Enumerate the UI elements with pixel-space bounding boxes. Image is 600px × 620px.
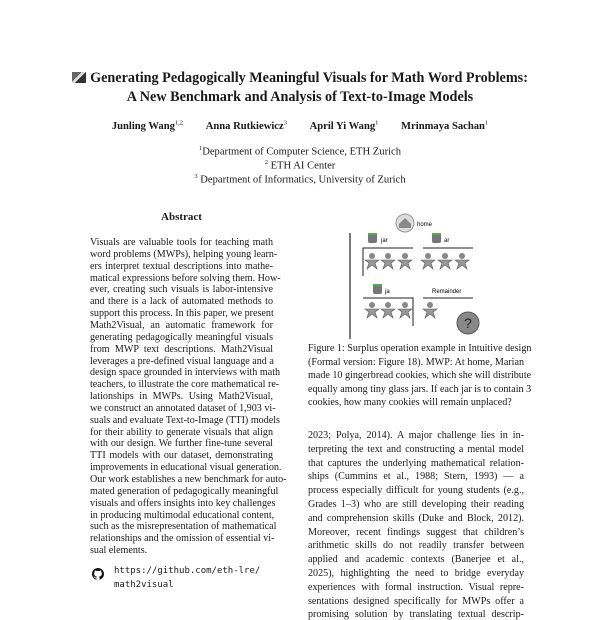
abstract-line: teachers, to illustrate the core mathematical re- — [90, 379, 280, 391]
abstract-line: ever, creating such visuals is labor-intensive — [90, 284, 273, 296]
gingerbread-cookie-icon — [423, 302, 437, 318]
gingerbread-cookie-icon — [438, 253, 452, 269]
author-name: Mrinmaya Sachan — [401, 120, 485, 132]
caption-line: Figure 1: Surplus operation example in Intuitive design — [308, 343, 532, 354]
abstract-line: Our work establishes a new benchmark for auto- — [90, 474, 287, 485]
jar-label: ar — [444, 238, 450, 244]
body-line: Moreover, recent findings suggest that children’s — [308, 526, 524, 538]
abstract-line: relationships and the omission of essential vi- — [90, 533, 275, 545]
body-line: Grades 1–3) who are still developing their reading — [308, 499, 524, 510]
abstract-line: such as the misrepresentation of mathematical — [90, 521, 277, 533]
author-affiliation: 3 — [283, 119, 287, 126]
author — [206, 121, 287, 132]
body-line: 2025), highlighting the need to bridge everyday — [308, 568, 524, 579]
gingerbread-cookie-icon — [381, 302, 395, 318]
gingerbread-cookie-icon — [455, 253, 469, 269]
abstract-line: we construct an annotated dataset of 1,903 vi- — [90, 402, 276, 414]
affiliation-text: Department of Informatics, University of Zurich — [197, 174, 406, 186]
body-line: 2023; Polya, 2014). A major challenge lies in in- — [308, 430, 524, 441]
abstract-line: word problems (MWPs), helping young learn- — [90, 248, 278, 260]
caption-line: cookies, how many cookies will remain unplaced? — [308, 397, 512, 409]
body-line: sentations designed specifically for MWPs offer a — [308, 595, 524, 607]
abstract-line: with our design. We further fine-tune several — [90, 438, 273, 450]
remainder-label: Remainder — [432, 289, 462, 295]
paper-logo-icon — [72, 72, 86, 83]
home-icon — [396, 214, 414, 232]
gingerbread-cookie-icon — [398, 302, 412, 318]
gingerbread-cookie-icon — [398, 253, 412, 269]
affiliation-number: 3 — [194, 173, 198, 180]
abstract-line: leverages a pre-defined visual language and a — [90, 355, 274, 367]
jar-label: ja — [385, 289, 390, 295]
affiliation-number: 1 — [198, 145, 203, 152]
abstract-line: in producing multimodal educational content, — [90, 509, 275, 521]
abstract-line: suals and evaluate Text-to-Image (TTI) models — [90, 414, 280, 426]
abstract-line: mated generation of pedagogically meaningful — [90, 485, 279, 497]
body-line: terpreting the text and constructing a mental model — [308, 443, 524, 455]
author-name: Anna Rutkiewicz — [205, 120, 284, 132]
gingerbread-cookie-icon — [381, 253, 395, 269]
gingerbread-cookie-icon — [365, 302, 379, 318]
body-line: promising solution by translating textual descrip- — [308, 609, 524, 620]
body-line: arithmetic skills do not readily transfer between — [308, 540, 524, 552]
abstract-line: Math2Visual, an automatic framework for — [90, 319, 273, 331]
body-line: and comprehension skills (Duke and Block, 2012). — [308, 512, 524, 524]
paper-title-line-1 — [0, 70, 600, 87]
author-name: Junling Wang — [111, 120, 175, 132]
abstract-line: TTI models with our dataset, demonstrating — [90, 450, 273, 462]
question-mark: ? — [464, 315, 472, 331]
abstract-line: matical expressions before solving them. How- — [90, 272, 281, 284]
caption-line: (Formal version: Figure 18). MWP: At home, Marian — [308, 356, 524, 368]
jar-label: jar — [381, 238, 388, 244]
author-affiliation: 1 — [484, 119, 489, 126]
abstract-line: and there is a lack of automated methods to — [90, 296, 273, 308]
body-line: process especially difficult for young students (e.g., — [308, 485, 524, 497]
abstract-line: for their ability to generate visuals that align — [90, 426, 273, 438]
abstract-line: Visuals are valuable tools for teaching math — [90, 237, 273, 248]
abstract-line: sual elements. — [90, 545, 148, 557]
abstract-line: from MWP text descriptions. Math2Visual — [90, 343, 273, 355]
gingerbread-cookie-icon — [365, 253, 379, 269]
jar-icon — [368, 233, 377, 243]
body-line: experiences with formal instruction. Visual repre- — [308, 581, 524, 593]
body-line: applied and academic contexts (Banerjee et al., — [308, 554, 524, 566]
abstract-line: generating pedagogically meaningful visuals — [90, 331, 273, 343]
figure-1-diagram — [340, 205, 490, 345]
abstract-heading: Abstract — [161, 211, 202, 223]
author-list — [0, 119, 600, 132]
author-affiliation: 1,2 — [174, 119, 184, 126]
affiliation — [0, 145, 600, 158]
home-label: home — [417, 222, 433, 228]
caption-line: made 10 gingerbread cookies, which she will distribute — [308, 370, 532, 382]
affiliation-text: Department of Computer Science, ETH Zurich — [202, 146, 402, 158]
affiliation — [0, 173, 600, 186]
affiliation — [0, 159, 600, 172]
github-url-line-2[interactable]: math2visual — [114, 580, 174, 590]
jar-icon — [432, 233, 441, 243]
jar-icon — [373, 284, 382, 294]
abstract-line: design space grounded in interviews with math — [90, 367, 281, 379]
abstract-line: ers interpret textual descriptions into mathe- — [90, 260, 273, 272]
gingerbread-cookie-icon — [421, 253, 435, 269]
author — [401, 121, 488, 132]
author-name: April Yi Wang — [309, 120, 376, 132]
author — [310, 121, 379, 132]
title-text-1: Generating Pedagogically Meaningful Visuals for Math Word Problems: — [90, 70, 528, 86]
body-line: that captures the underlying mathematical relation- — [308, 457, 524, 469]
abstract-line: support this process. In this paper, we present — [90, 308, 274, 320]
affiliation-text: ETH AI Center — [267, 160, 336, 172]
github-url-line-1[interactable]: https://github.com/eth-lre/ — [114, 566, 261, 576]
author-affiliation: 1 — [375, 119, 379, 126]
body-line: ships (Cummins et al., 1988; Stern, 1993) — a — [308, 471, 524, 483]
paper-title-line-2: A New Benchmark and Analysis of Text-to-Image Models — [126, 89, 474, 105]
abstract-line: visuals and offers insights into key challenges — [90, 497, 276, 509]
github-icon — [92, 568, 104, 580]
caption-line: equally among tiny glass jars. If each jar is to contain 3 — [308, 383, 532, 395]
author — [112, 121, 183, 132]
abstract-line: improvements in educational visual generation. — [90, 462, 282, 474]
abstract-line: lationships in MWPs. Using Math2Visual, — [90, 391, 273, 403]
affiliation-number: 2 — [264, 159, 268, 166]
